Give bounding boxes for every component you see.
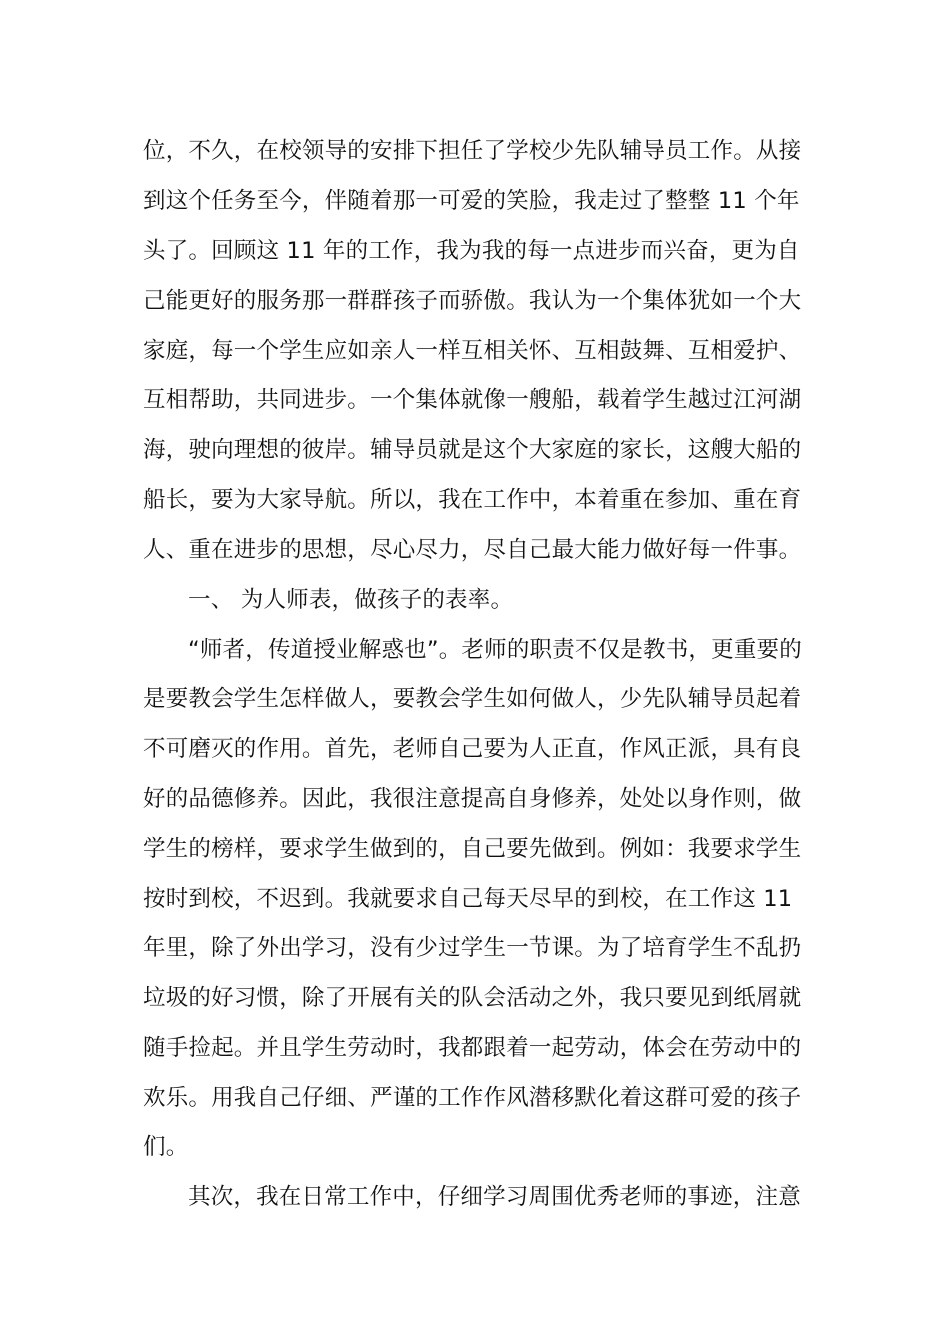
paragraph-line: 是要教会学生怎样做人，要教会学生如何做人，少先队辅导员起着 [143,686,802,712]
paragraph-line: 互相帮助，共同进步。一个集体就像一艘船，载着学生越过江河湖 [143,387,802,413]
paragraph-line: 欢乐。用我自己仔细、严谨的工作作风潜移默化着这群可爱的孩子 [143,1085,802,1111]
paragraph-line: 到这个任务至今，伴随着那一可爱的笑脸，我走过了整整 11 个年 [143,188,800,214]
paragraph-line: 己能更好的服务那一群群孩子而骄傲。我认为一个集体犹如一个大 [143,288,802,314]
paragraph-line: 年里，除了外出学习，没有少过学生一节课。为了培育学生不乱扔 [143,935,802,961]
section-heading: 一、 为人师表，做孩子的表率。 [188,587,514,613]
paragraph-line: 好的品德修养。因此，我很注意提高自身修养，处处以身作则，做 [143,786,802,812]
paragraph-line: 位，不久，在校领导的安排下担任了学校少先队辅导员工作。从接 [143,138,802,164]
paragraph-line: 船长，要为大家导航。所以，我在工作中，本着重在参加、重在育 [143,487,802,513]
paragraph-line: 学生的榜样，要求学生做到的，自己要先做到。例如：我要求学生 [143,836,802,862]
paragraph-line: 家庭，每一个学生应如亲人一样互相关怀、互相鼓舞、互相爱护、 [143,338,802,364]
paragraph-line: 们。 [143,1134,189,1160]
paragraph-line: 其次，我在日常工作中，仔细学习周围优秀老师的事迹，注意 [188,1184,801,1210]
paragraph-line: 随手捡起。并且学生劳动时，我都跟着一起劳动，体会在劳动中的 [143,1035,802,1061]
paragraph-line: 不可磨灭的作用。首先，老师自己要为人正直，作风正派，具有良 [143,736,802,762]
paragraph-line: 头了。回顾这 11 年的工作，我为我的每一点进步而兴奋，更为自 [143,238,800,264]
paragraph-line: 海，驶向理想的彼岸。辅导员就是这个大家庭的家长，这艘大船的 [143,437,802,463]
paragraph-line: 垃圾的好习惯，除了开展有关的队会活动之外，我只要见到纸屑就 [143,985,802,1011]
paragraph-line: “师者，传道授业解惑也”。老师的职责不仅是教书，更重要的 [188,637,802,663]
paragraph-line: 按时到校，不迟到。我就要求自己每天尽早的到校，在工作这 11 [143,886,793,912]
paragraph-line: 人、重在进步的思想，尽心尽力，尽自己最大能力做好每一件事。 [143,537,802,563]
